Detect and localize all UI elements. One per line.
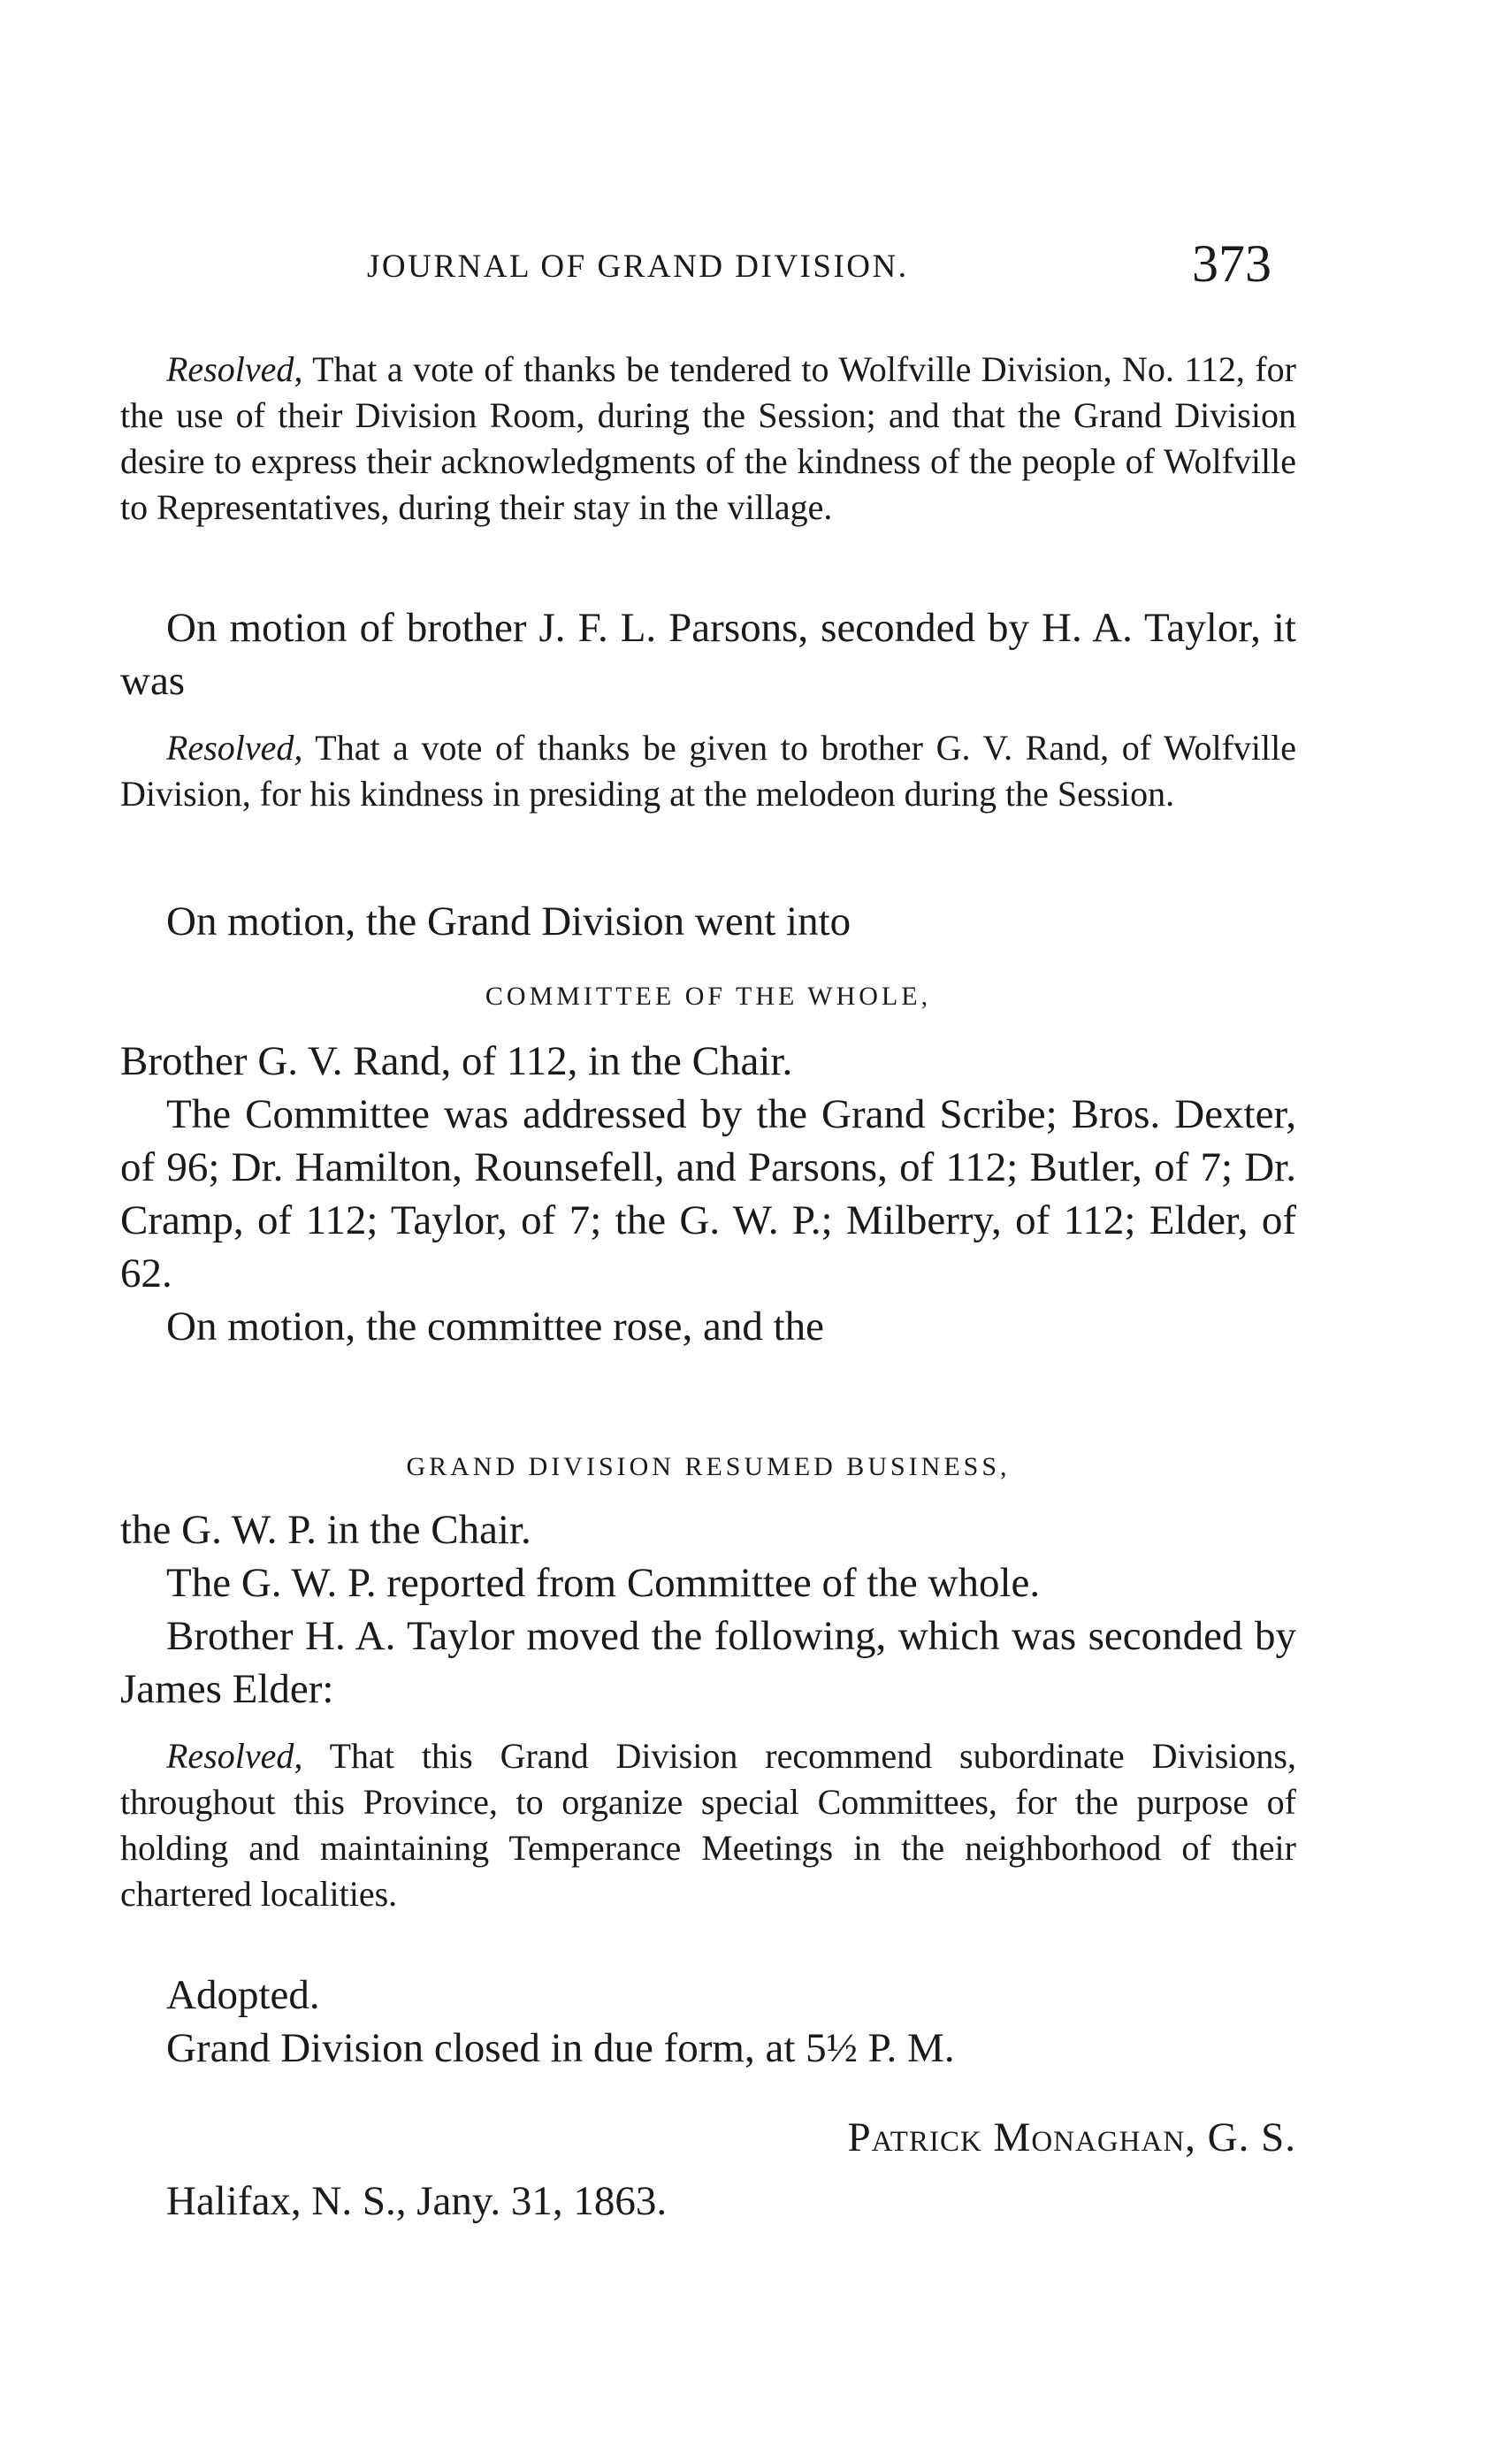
resolution-text: That this Grand Division recommend subordinate Divisions, throughout this Province, to organize special Committees, for the purpose of holding and maintaining Temperance Meetings in the neighborhood of their chartered localities. — [120, 1736, 1296, 1914]
adopted-line: Adopted. — [166, 1972, 320, 2018]
resolution-text: That a vote of thanks be given to brother G. V. Rand, of Wolfville Division, for his kindness in presiding at the melodeon during the Session. — [120, 728, 1296, 814]
resolution-thanks-wolfville — [120, 347, 1296, 531]
closing-lines — [120, 1969, 1296, 2075]
resolution-text: That a vote of thanks be tendered to Wolfville Division, No. 112, for the use of their Division Room, during the Session; and that the Grand Division desire to express their acknowledgments of the kindness of the people of Wolfville to Representatives, during their stay in the village. — [120, 349, 1296, 527]
section-heading-committee: COMMITTEE OF THE WHOLE, — [485, 982, 932, 1011]
dateline: Halifax, N. S., Jany. 31, 1863. — [166, 2178, 668, 2224]
resumed-proceedings — [120, 1503, 1296, 1716]
chair-line: Brother G. V. Rand, of 112, in the Chair. — [120, 1038, 793, 1084]
committee-proceedings — [120, 1035, 1296, 1353]
running-title: JOURNAL OF GRAND DIVISION. — [367, 248, 909, 285]
motion-paragraph: On motion, the Grand Division went into — [166, 898, 851, 944]
motion-committee — [120, 895, 1296, 948]
resolution-paragraph — [120, 725, 1296, 817]
report-line: The G. W. P. reported from Committee of the whole. — [166, 1560, 1041, 1606]
running-head — [0, 228, 1512, 299]
resolution-paragraph — [120, 1733, 1296, 1917]
resolved-label: Resolved, — [166, 728, 303, 768]
motion-parsons — [120, 601, 1296, 707]
chair-line: the G. W. P. in the Chair. — [120, 1507, 531, 1553]
page-number: 373 — [1192, 234, 1271, 293]
committee-addresses: The Committee was addressed by the Grand Scribe; Bros. Dexter, of 96; Dr. Hamilton, Rounsefell, and Parsons, of 112; Butler, of 7; Dr. Cramp, of 112; Taylor, of 7; the G. W. P.; Milberry, of 112; Elder, of 62. — [120, 1091, 1296, 1296]
motion-taylor: Brother H. A. Taylor moved the following, which was seconded by James Elder: — [120, 1613, 1296, 1712]
resolution-thanks-rand — [120, 725, 1296, 817]
resolution-paragraph — [120, 347, 1296, 531]
resolved-label: Resolved, — [166, 349, 303, 389]
section-heading-resumed: GRAND DIVISION RESUMED BUSINESS, — [406, 1452, 1011, 1481]
motion-paragraph: On motion of brother J. F. L. Parsons, seconded by H. A. Taylor, it was — [120, 605, 1296, 704]
resolution-temperance-meetings — [120, 1733, 1296, 1917]
closing-line: Grand Division closed in due form, at 5½ P. M. — [166, 2025, 955, 2071]
committee-rose: On motion, the committee rose, and the — [166, 1304, 824, 1350]
resolved-label: Resolved, — [166, 1736, 303, 1776]
signature: Patrick Monaghan, G. S. — [847, 2114, 1296, 2160]
